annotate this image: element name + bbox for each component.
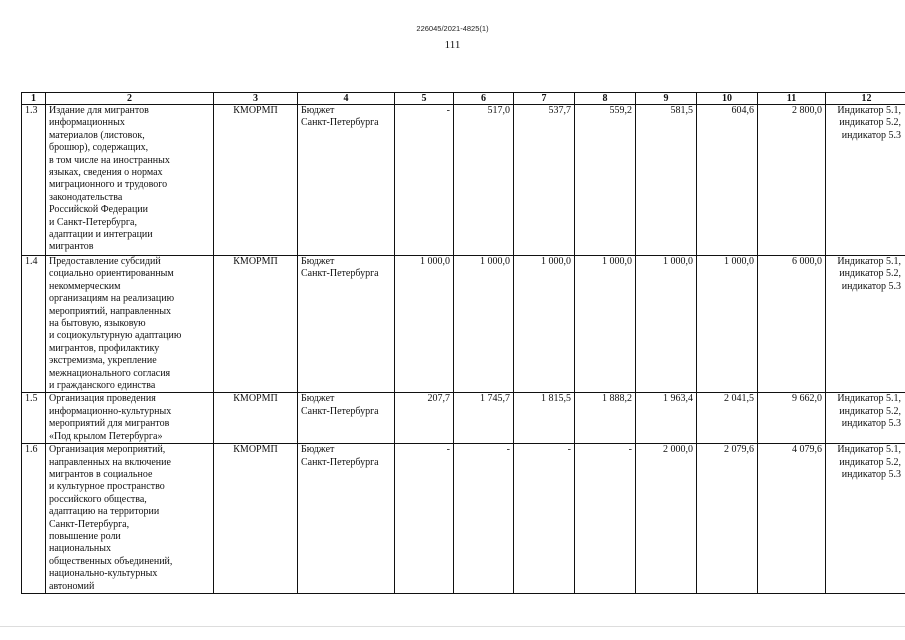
col-header-7: 7 [514, 93, 575, 105]
executor-cell: КМОРМП [214, 105, 298, 256]
description-cell [46, 256, 214, 393]
col-header-10: 10 [697, 93, 758, 105]
description-line: автономий [49, 580, 95, 592]
header-row [22, 93, 905, 105]
value-2020-cell: - [395, 444, 454, 594]
row-number-cell: 1.4 [22, 256, 46, 393]
value-2023-cell: 559,2 [575, 105, 636, 256]
description-line: национально-культурных [49, 568, 158, 580]
indicators-cell [826, 105, 905, 256]
indicator-line: индикатор 5.3 [841, 280, 901, 292]
description-line: направленных на включение [49, 456, 171, 468]
description-line: повышение роли [49, 530, 121, 542]
value-2025-cell: 1 000,0 [697, 256, 758, 393]
description-line: и гражданского единства [49, 380, 156, 392]
value-2025-cell: 604,6 [697, 105, 758, 256]
indicator-line: Индикатор 5.1, [837, 256, 901, 267]
col-header-12: 12 [826, 93, 905, 105]
description-line: национальных [49, 543, 111, 555]
indicator-line: Индикатор 5.1, [837, 444, 901, 456]
funding-source-line: Санкт-Петербурга [301, 456, 379, 468]
description-cell [46, 444, 214, 594]
funding-source-line: Санкт-Петербурга [301, 268, 379, 280]
indicator-line: индикатор 5.2, [839, 405, 901, 417]
indicator-line: индикатор 5.3 [841, 468, 901, 480]
value-2024-cell: 1 000,0 [636, 256, 697, 393]
value-2021-cell: 517,0 [454, 105, 514, 256]
funding-source-cell [298, 105, 395, 256]
description-line: некоммерческим [49, 280, 121, 292]
value-2023-cell: 1 000,0 [575, 256, 636, 393]
value-2022-cell: 1 815,5 [514, 393, 575, 444]
value-2020-cell: 207,7 [395, 393, 454, 444]
funding-source-line: Бюджет [301, 105, 335, 116]
description-cell [46, 105, 214, 256]
description-line: мигрантов, профилактику [49, 342, 160, 354]
executor-cell: КМОРМП [214, 393, 298, 444]
description-line: и социокультурную адаптацию [49, 330, 182, 342]
col-header-4: 4 [298, 93, 395, 105]
indicator-line: Индикатор 5.1, [837, 105, 901, 116]
col-header-9: 9 [636, 93, 697, 105]
funding-source-line: Санкт-Петербурга [301, 405, 379, 417]
executor-cell: КМОРМП [214, 444, 298, 594]
description-line: и Санкт-Петербурга, [49, 216, 137, 228]
value-2025-cell: 2 041,5 [697, 393, 758, 444]
description-line: организациям на реализацию [49, 293, 175, 305]
total-value-cell: 2 800,0 [758, 105, 826, 256]
table-row [22, 105, 905, 256]
scan-edge-line [0, 626, 905, 627]
description-line: брошюр), содержащих, [49, 142, 149, 154]
col-header-6: 6 [454, 93, 514, 105]
value-2023-cell: - [575, 444, 636, 594]
description-line: социально ориентированным [49, 268, 174, 280]
program-table [21, 92, 905, 594]
description-line: в том числе на иностранных [49, 154, 170, 166]
value-2023-cell: 1 888,2 [575, 393, 636, 444]
funding-source-cell [298, 393, 395, 444]
description-line: Издание для мигрантов [49, 105, 149, 116]
description-line: законодательства [49, 191, 123, 203]
value-2024-cell: 581,5 [636, 105, 697, 256]
value-2024-cell: 1 963,4 [636, 393, 697, 444]
col-header-3: 3 [214, 93, 298, 105]
funding-source-line: Бюджет [301, 256, 335, 267]
description-line: материалов (листовок, [49, 129, 145, 141]
description-cell [46, 393, 214, 444]
indicator-line: индикатор 5.3 [841, 418, 901, 430]
indicator-line: Индикатор 5.1, [837, 393, 901, 405]
description-line: российского общества, [49, 493, 147, 505]
total-value-cell: 9 662,0 [758, 393, 826, 444]
description-line: языках, сведения о нормах [49, 167, 163, 179]
description-line: Российской Федерации [49, 204, 149, 216]
funding-source-cell [298, 444, 395, 594]
description-line: Предоставление субсидий [49, 256, 161, 267]
col-header-5: 5 [395, 93, 454, 105]
description-line: и культурное пространство [49, 481, 165, 493]
document-id: 226045/2021-4825(1) [416, 24, 489, 33]
funding-source-line: Бюджет [301, 393, 335, 405]
indicators-cell [826, 444, 905, 594]
value-2022-cell: 1 000,0 [514, 256, 575, 393]
table-row [22, 444, 905, 594]
indicators-cell [826, 393, 905, 444]
col-header-2: 2 [46, 93, 214, 105]
description-line: мероприятий, направленных [49, 305, 172, 317]
description-line: Санкт-Петербурга, [49, 518, 130, 530]
funding-source-line: Санкт-Петербурга [301, 117, 379, 129]
description-line: на бытовую, языковую [49, 318, 146, 330]
value-2021-cell: - [454, 444, 514, 594]
value-2021-cell: 1 745,7 [454, 393, 514, 444]
description-line: информационно-культурных [49, 405, 172, 417]
value-2025-cell: 2 079,6 [697, 444, 758, 594]
value-2022-cell: - [514, 444, 575, 594]
row-number-cell: 1.5 [22, 393, 46, 444]
funding-source-cell [298, 256, 395, 393]
description-line: мигрантов [49, 241, 94, 253]
value-2021-cell: 1 000,0 [454, 256, 514, 393]
funding-source-line: Бюджет [301, 444, 335, 456]
row-number-cell: 1.3 [22, 105, 46, 256]
indicator-line: индикатор 5.3 [841, 129, 901, 141]
value-2020-cell: 1 000,0 [395, 256, 454, 393]
description-line: экстремизма, укрепление [49, 355, 157, 367]
table-row [22, 256, 905, 393]
description-line: мигрантов в социальное [49, 468, 153, 480]
description-line: адаптации и интеграции [49, 229, 153, 241]
description-line: Организация проведения [49, 393, 156, 405]
description-line: мероприятий для мигрантов [49, 418, 170, 430]
executor-cell: КМОРМП [214, 256, 298, 393]
description-line: «Под крылом Петербурга» [49, 430, 163, 442]
value-2020-cell: - [395, 105, 454, 256]
indicators-cell [826, 256, 905, 393]
description-line: общественных объединений, [49, 555, 173, 567]
total-value-cell: 6 000,0 [758, 256, 826, 393]
description-line: межнационального согласия [49, 367, 171, 379]
indicator-line: индикатор 5.2, [839, 268, 901, 280]
col-header-11: 11 [758, 93, 826, 105]
table-row [22, 393, 905, 444]
description-line: адаптацию на территории [49, 506, 160, 518]
indicator-line: индикатор 5.2, [839, 456, 901, 468]
row-number-cell: 1.6 [22, 444, 46, 594]
total-value-cell: 4 079,6 [758, 444, 826, 594]
description-line: миграционного и трудового [49, 179, 168, 191]
col-header-1: 1 [22, 93, 46, 105]
description-line: Организация мероприятий, [49, 444, 166, 456]
description-line: информационных [49, 117, 125, 129]
value-2022-cell: 537,7 [514, 105, 575, 256]
col-header-8: 8 [575, 93, 636, 105]
value-2024-cell: 2 000,0 [636, 444, 697, 594]
page-number: 111 [444, 39, 461, 51]
indicator-line: индикатор 5.2, [839, 117, 901, 129]
